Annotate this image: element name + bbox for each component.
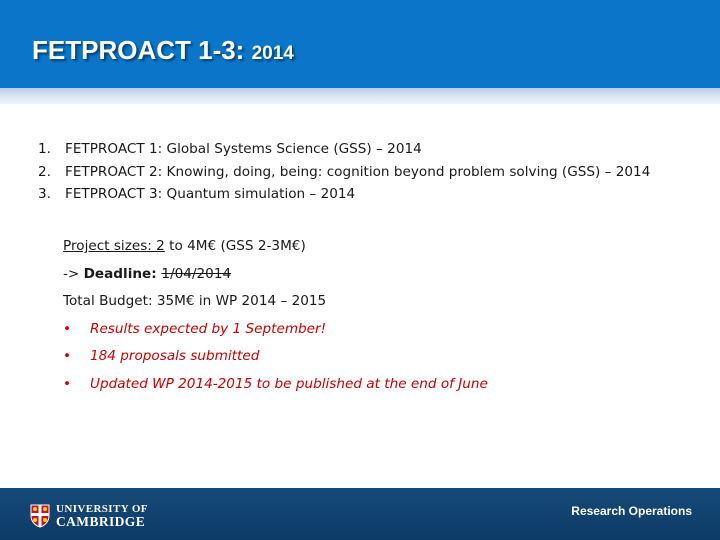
title-bar: [0, 0, 720, 88]
bullet-text: Results expected by 1 September!: [90, 320, 327, 337]
slide-title: [32, 34, 294, 70]
slide-title-year: 2014: [251, 43, 294, 64]
list-number: 3.: [38, 186, 51, 202]
deadline-arrow: ->: [63, 265, 84, 282]
deadline-line: [63, 264, 488, 292]
header-divider-band: [0, 88, 720, 104]
department-label: Research Operations: [571, 504, 692, 518]
logo-line-1: UNIVERSITY OF: [56, 503, 148, 515]
list-number: 2.: [38, 163, 51, 180]
list-item: [38, 138, 718, 161]
logo-line-2: CAMBRIDGE: [56, 514, 146, 529]
bullet-item: [63, 319, 488, 347]
bullet-item: [63, 374, 488, 402]
footer-bar: [0, 488, 720, 540]
call-list: [38, 138, 718, 206]
deadline-date: 1/04/2014: [161, 265, 232, 282]
university-logo: [30, 503, 148, 529]
call-details: [63, 236, 488, 401]
project-sizes-line: [63, 236, 488, 264]
list-item-text: FETPROACT 2: Knowing, doing, being: cognition beyond problem solving (GSS) – 2014: [65, 163, 651, 180]
list-number: 1.: [38, 141, 51, 157]
list-item: [38, 161, 718, 184]
bullet-item: [63, 346, 488, 374]
crest-icon: [30, 504, 50, 528]
bullet-text: 184 proposals submitted: [90, 348, 260, 364]
bullet-icon: •: [63, 375, 72, 392]
bullet-text: Updated WP 2014-2015 to be published at the end of June: [90, 375, 488, 392]
list-item-text: FETPROACT 1: Global Systems Science (GSS) – 2014: [65, 141, 422, 157]
budget-line: Total Budget: 35M€ in WP 2014 – 2015: [63, 293, 327, 309]
deadline-label: Deadline:: [83, 265, 162, 282]
logo-text: [56, 503, 148, 529]
slide-title-text: FETPROACT 1-3:: [32, 35, 245, 65]
list-item: [38, 183, 718, 206]
project-sizes-label: Project sizes: 2: [63, 238, 165, 254]
project-sizes-value: to 4M€ (GSS 2-3M€): [164, 238, 306, 254]
bullet-icon: •: [63, 348, 72, 364]
list-item-text: FETPROACT 3: Quantum simulation – 2014: [65, 186, 356, 202]
bullet-icon: •: [63, 320, 72, 337]
bullet-list: [63, 319, 488, 402]
